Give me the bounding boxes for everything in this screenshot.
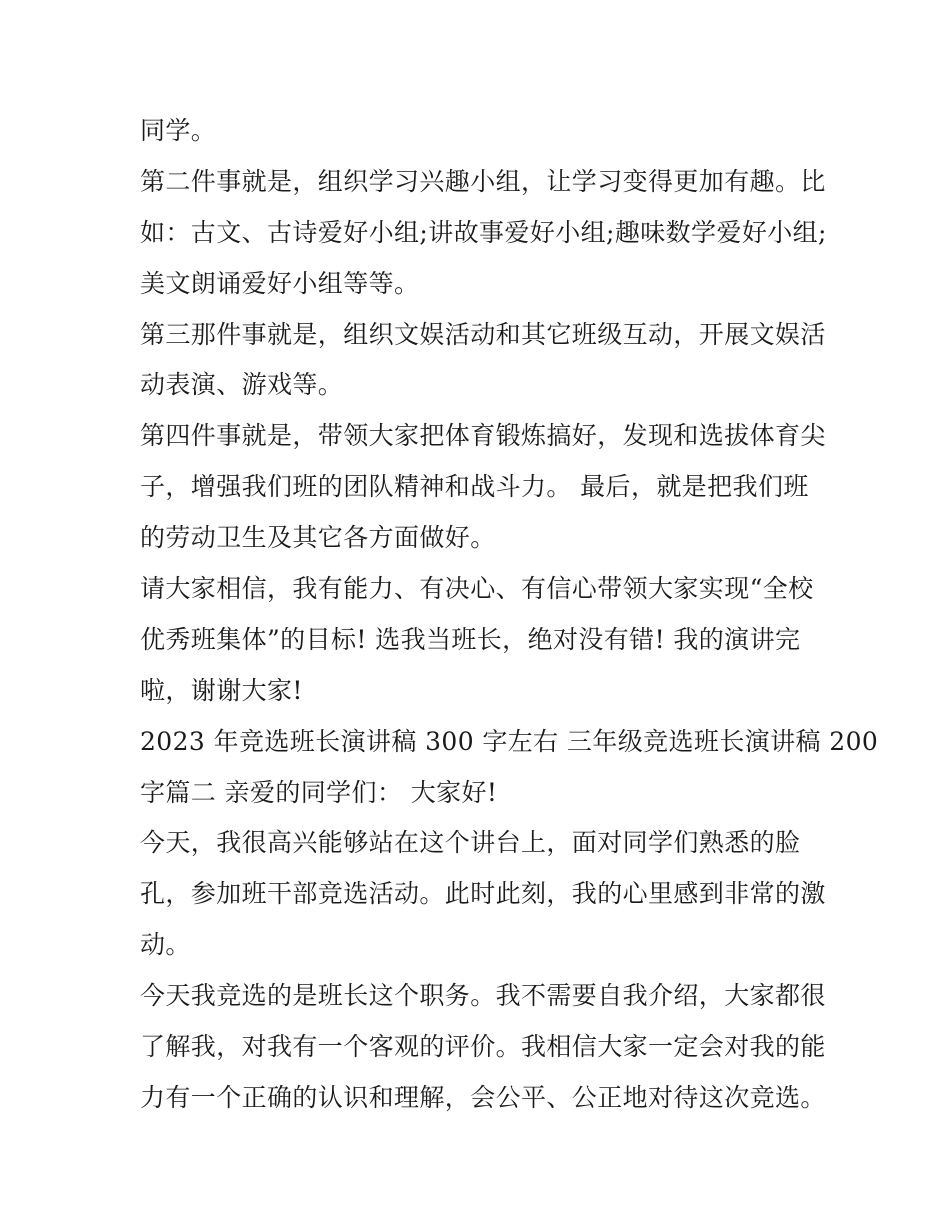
text-line: 今天，我很高兴能够站在这个讲台上，面对同学们熟悉的脸 [140, 828, 801, 858]
text-line: 如：古文、古诗爱好小组;讲故事爱好小组;趣味数学爱好小组; [140, 217, 827, 247]
text-line: 美文朗诵爱好小组等等。 [140, 268, 420, 298]
paragraph-4 [140, 411, 826, 564]
text-line: 优秀班集体”的目标! 选我当班长，绝对没有错! 我的演讲完 [140, 624, 801, 654]
text-line: 了解我，对我有一个客观的评价。我相信大家一定会对我的能 [140, 1032, 826, 1062]
text-line: 的劳动卫生及其它各方面做好。 [140, 523, 496, 553]
paragraph-5 [140, 564, 816, 717]
text-line: 字篇二 亲爱的同学们： 大家好! [140, 777, 498, 807]
paragraph-7 [140, 818, 826, 971]
text-line: 啦，谢谢大家! [140, 675, 303, 705]
paragraph-8 [140, 971, 826, 1124]
text-line: 子，增强我们班的团队精神和战斗力。 最后，就是把我们班 [140, 472, 809, 502]
text-line: 动表演、游戏等。 [140, 370, 344, 400]
text-line: 第二件事就是，组织学习兴趣小组，让学习变得更加有趣。比 [140, 166, 826, 196]
text-line: 同学。 [140, 116, 217, 145]
paragraph-2 [140, 157, 827, 310]
text-line: 孔，参加班干部竞选活动。此时此刻，我的心里感到非常的激 [140, 879, 826, 909]
text-line: 动。 [140, 930, 191, 960]
text-line: 2023 年竞选班长演讲稿 300 字左右 三年级竞选班长演讲稿 200 [140, 726, 879, 756]
text-line: 请大家相信，我有能力、有决心、有信心带领大家实现“全校 [140, 574, 814, 604]
text-line: 第四件事就是，带领大家把体育锻炼搞好，发现和选拔体育尖 [140, 421, 826, 451]
paragraph-3 [140, 310, 826, 412]
text-line: 今天我竞选的是班长这个职务。我不需要自我介绍，大家都很 [140, 981, 826, 1011]
document-page [140, 106, 879, 1124]
paragraph-6-heading [140, 717, 879, 819]
paragraph-1 [140, 106, 816, 157]
text-line: 第三那件事就是，组织文娱活动和其它班级互动，开展文娱活 [140, 319, 826, 349]
text-line: 力有一个正确的认识和理解，会公平、公正地对待这次竞选。 [140, 1082, 826, 1112]
